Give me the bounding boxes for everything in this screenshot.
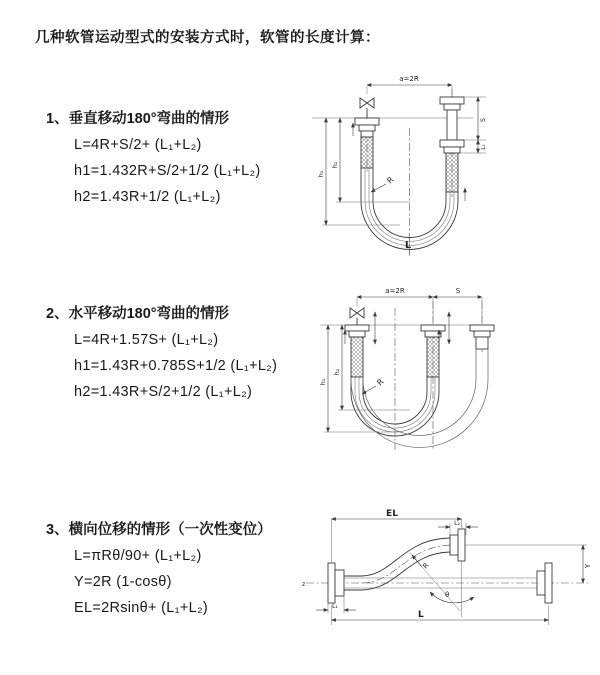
section-1-formula-L: L=4R+S/2+ (L₁+L₂) — [74, 137, 202, 153]
dim-l-label: L — [418, 610, 424, 620]
dim-a2r-label: a=2R — [385, 287, 405, 295]
section-3-formula-Y: Y=2R (1-cosθ) — [74, 574, 172, 590]
dim-h2 — [333, 325, 410, 410]
dim-h1 — [317, 118, 400, 225]
radius-leader — [362, 377, 386, 394]
section-1-formula-h2: h2=1.43R+1/2 (L₁+L₂) — [74, 189, 221, 205]
dim-h2-label: h₂ — [333, 368, 341, 376]
section-2-formula-h2: h2=1.43R+S/2+1/2 (L₁+L₂) — [74, 384, 253, 400]
section-3-formula-L: L=πRθ/90+ (L₁+L₂) — [74, 548, 202, 564]
right-lower-flange — [537, 563, 552, 603]
dim-l1 — [316, 596, 356, 613]
left-pipe-fitting — [345, 325, 369, 377]
section-2-heading: 2、水平移动180°弯曲的情形 — [46, 306, 230, 322]
section-1-formula-h1: h1=1.432R+S/2+1/2 (L₁+L₂) — [74, 163, 261, 179]
left-pipe-fitting — [355, 118, 379, 168]
dim-l2-label: L₂ — [454, 520, 460, 527]
displaced-pipe-fitting — [470, 325, 494, 349]
radius-leader — [371, 175, 396, 192]
radius-construction — [410, 553, 474, 617]
dim-a2r — [367, 75, 452, 95]
left-flange — [328, 563, 344, 603]
upper-flange — [450, 529, 465, 561]
dim-l1-label: L₁ — [332, 603, 338, 610]
dim-h2-label: h₂ — [331, 161, 339, 169]
middle-pipe-fitting — [421, 325, 445, 377]
dim-y-label: Y — [584, 563, 592, 569]
dim-l — [332, 605, 549, 625]
dim-s-label: S — [455, 287, 461, 295]
radius-label: R — [421, 561, 431, 571]
right-pipe-fitting — [440, 97, 464, 192]
section-3-heading: 3、横向位移的情形（一次性变位） — [46, 522, 272, 538]
section-2-formula-L: L=4R+1.57S+ (L₁+L₂) — [74, 332, 219, 348]
hose-braid-right — [446, 153, 458, 192]
page-title: 几种软管运动型式的安装方式时，软管的长度计算： — [35, 30, 380, 46]
dim-h1-label: h₁ — [319, 378, 327, 386]
centerline-mark: z — [302, 581, 306, 588]
dim-el-label: EL — [386, 509, 398, 519]
radius-label: R — [385, 175, 396, 186]
hose-s-curve — [344, 538, 452, 590]
section-1-heading: 1、垂直移动180°弯曲的情形 — [46, 111, 230, 127]
dim-l1-label: L₁ — [481, 144, 487, 150]
section-1 — [46, 110, 261, 214]
section-3-formula-EL: EL=2Rsinθ+ (L₁+L₂) — [74, 600, 209, 616]
diagram-vertical-180-bend — [310, 70, 595, 260]
dim-a2r-label: a=2R — [399, 75, 419, 83]
dim-el — [332, 509, 462, 563]
dim-h1-label: h₁ — [317, 170, 325, 178]
section-2 — [46, 305, 277, 409]
hose-braid-left — [361, 137, 373, 168]
diagram-horizontal-180-bend — [318, 282, 588, 462]
section-2-formula-h1: h1=1.43R+0.785S+1/2 (L₁+L₂) — [74, 358, 278, 374]
length-label: L — [405, 240, 412, 251]
valve-icon — [350, 308, 364, 325]
dim-y — [465, 545, 592, 583]
diagram-lateral-displacement — [300, 505, 600, 650]
angle-label: θ — [445, 591, 450, 599]
section-3 — [46, 521, 272, 625]
hose-u-position-2 — [351, 349, 488, 448]
dim-s-label: S — [479, 117, 487, 123]
radius-label: R — [375, 377, 386, 388]
dim-a2r — [357, 287, 482, 322]
valve-icon — [360, 98, 374, 118]
